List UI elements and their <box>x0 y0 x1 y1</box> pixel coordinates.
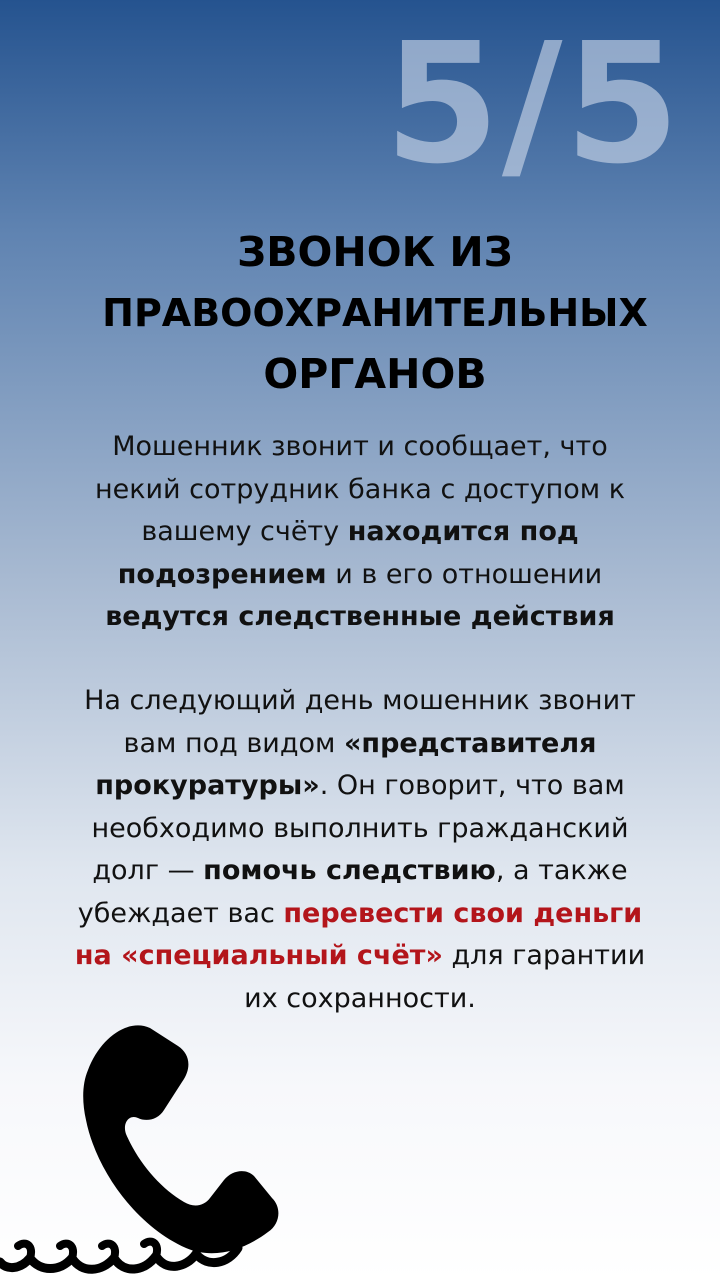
para2-line-7 <box>30 935 690 978</box>
slide-counter: 5/5 <box>384 8 682 201</box>
highlight-text: перевести свои деньги <box>283 897 643 929</box>
paragraph-2 <box>30 680 690 1020</box>
para1-line-2 <box>30 469 690 512</box>
para2-line-4 <box>30 808 690 851</box>
para2-line-1 <box>30 680 690 723</box>
text: вашему счёту <box>141 516 348 547</box>
para1-line-4 <box>30 554 690 597</box>
telephone-handset-icon <box>0 1010 300 1280</box>
text: На следующий день мошенник звонит <box>84 685 636 716</box>
para1-line-5 <box>30 596 690 639</box>
bold-text: прокуратуры» <box>95 770 320 801</box>
text: . Он говорит, что вам <box>319 770 625 801</box>
text: Мошенник звонит и сообщает, что <box>112 431 608 462</box>
title-line-3: ОРГАНОВ <box>263 350 487 398</box>
bold-text: помочь следствию <box>203 855 496 886</box>
text: вам под видом <box>123 727 344 759</box>
title-line-1: ЗВОНОК ИЗ <box>237 228 513 276</box>
bold-text: подозрением <box>117 558 327 590</box>
text: необходимо выполнить гражданский <box>91 812 629 844</box>
text: некий сотрудник банка с доступом к <box>94 473 626 505</box>
para1-line-3 <box>30 511 690 554</box>
highlight-text: на «специальный счёт» <box>74 940 443 971</box>
text: убеждает вас <box>77 897 284 929</box>
text: их сохранности. <box>244 982 476 1014</box>
para2-line-2 <box>30 723 690 766</box>
para2-line-6 <box>30 893 690 936</box>
page-title <box>40 222 710 405</box>
para1-line-1 <box>30 426 690 469</box>
text: и в его отношении <box>326 558 603 590</box>
text: долг — <box>92 855 204 886</box>
text: , а также <box>495 855 628 886</box>
paragraph-1 <box>30 426 690 639</box>
bold-text: находится под <box>347 516 579 547</box>
para2-line-3 <box>30 765 690 808</box>
bold-text: ведутся следственные действия <box>105 601 615 632</box>
text: для гарантии <box>442 940 646 971</box>
bold-text: «представителя <box>343 727 597 759</box>
title-line-2: ПРАВООХРАНИТЕЛЬНЫХ <box>102 291 648 335</box>
para2-line-5 <box>30 850 690 893</box>
